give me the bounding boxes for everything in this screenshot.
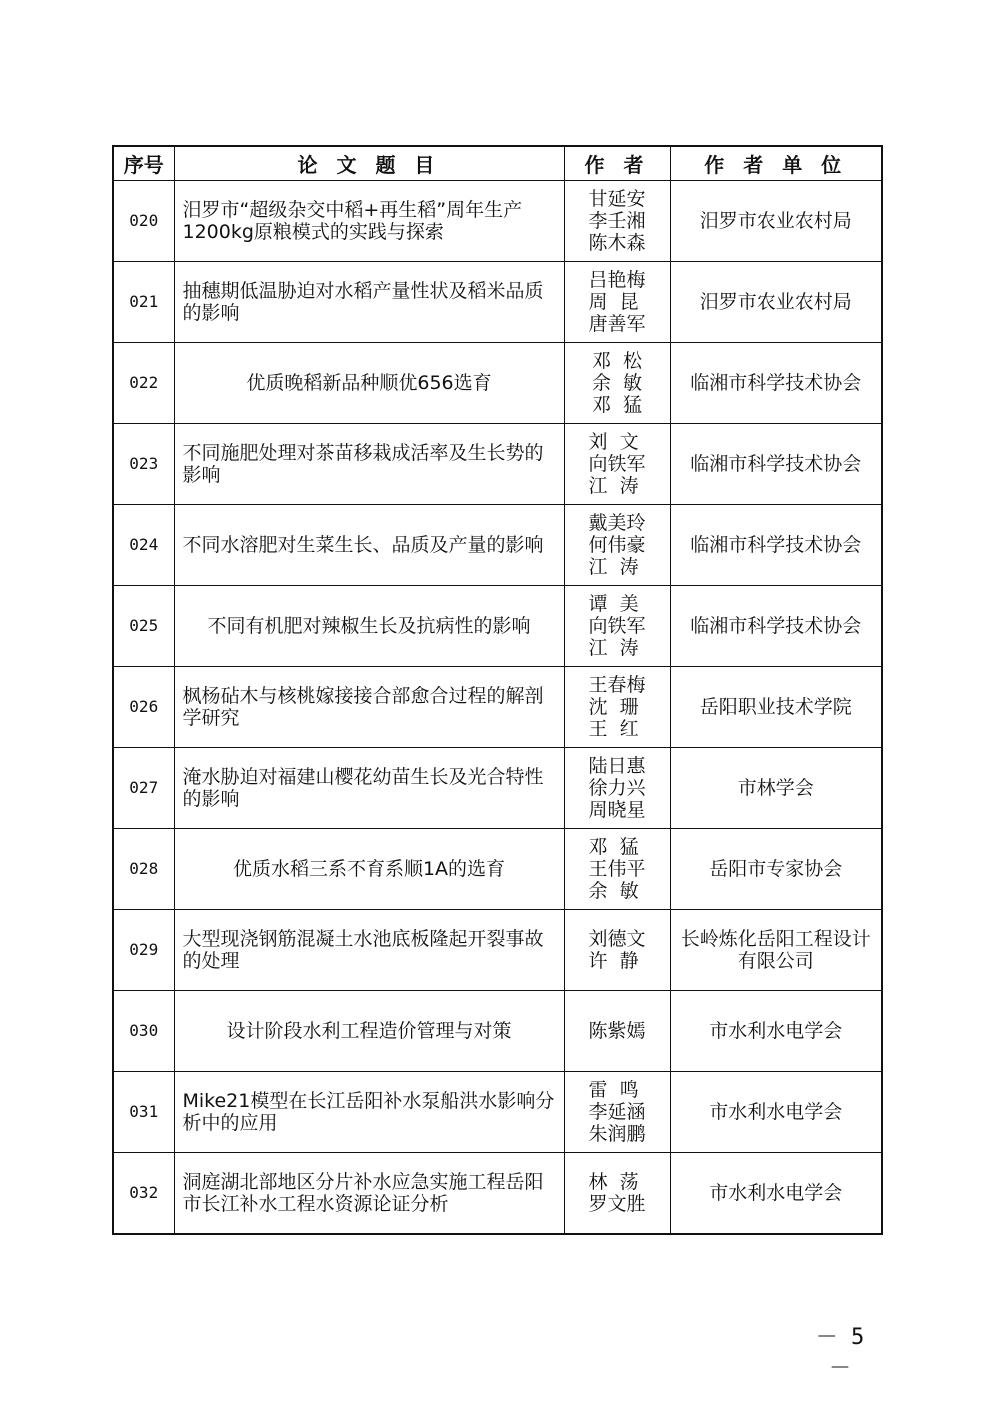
author-list: [588, 1079, 645, 1145]
author-name: 李壬湘: [588, 210, 646, 232]
author-name: 甘延安: [588, 188, 646, 210]
row-paper-title: 优质水稻三系不育系顺1A的选育: [174, 829, 564, 910]
author-unit-text: 临湘市科学技术协会: [690, 372, 862, 394]
row-author-unit: [670, 667, 882, 748]
row-authors: [564, 748, 670, 829]
row-authors: [564, 343, 670, 424]
author-name: 谭 美: [588, 593, 639, 615]
row-author-unit: [670, 424, 882, 505]
author-list: [588, 1171, 645, 1215]
author-unit-text: 市林学会: [737, 777, 814, 799]
author-list: [588, 188, 645, 254]
paper-list-table: [112, 145, 883, 1235]
author-name: 何伟豪: [588, 534, 646, 556]
author-list: [588, 512, 645, 578]
row-author-unit: [670, 748, 882, 829]
row-serial-number: 021: [113, 262, 174, 343]
author-name: 江 涛: [588, 637, 639, 659]
row-paper-title: 汨罗市“超级杂交中稻+再生稻”周年生产1200kg原粮模式的实践与探索: [174, 181, 564, 262]
table-row: [113, 181, 882, 262]
table-row: [113, 991, 882, 1072]
row-authors: [564, 424, 670, 505]
author-name: 李延涵: [588, 1101, 646, 1123]
author-name: 余 敏: [591, 372, 643, 394]
author-list: [588, 836, 645, 902]
author-unit-text: 岳阳职业技术学院: [699, 696, 852, 718]
author-name: 吕艳梅: [588, 269, 646, 291]
author-name: 向铁军: [588, 453, 646, 475]
author-name: 罗文胜: [588, 1193, 646, 1215]
row-serial-number: 022: [113, 343, 174, 424]
row-paper-title: 不同有机肥对辣椒生长及抗病性的影响: [174, 586, 564, 667]
table-body: [113, 181, 882, 1235]
author-unit-text: 市水利水电学会: [709, 1020, 843, 1042]
row-paper-title: 不同施肥处理对茶苗移栽成活率及生长势的影响: [174, 424, 564, 505]
row-authors: [564, 262, 670, 343]
author-name: 戴美玲: [588, 512, 646, 534]
row-author-unit: [670, 829, 882, 910]
author-unit-text: 市水利水电学会: [709, 1101, 843, 1123]
row-author-unit: [670, 910, 882, 991]
author-name: 沈 珊: [588, 696, 639, 718]
row-serial-number: 026: [113, 667, 174, 748]
row-author-unit: [670, 505, 882, 586]
table-row: [113, 748, 882, 829]
author-unit-text: 临湘市科学技术协会: [690, 615, 862, 637]
row-authors: [564, 910, 670, 991]
author-name: 林 荡: [588, 1171, 639, 1193]
row-paper-title: 设计阶段水利工程造价管理与对策: [174, 991, 564, 1072]
row-authors: [564, 991, 670, 1072]
row-serial-number: 023: [113, 424, 174, 505]
author-list: [588, 1020, 645, 1042]
author-list: [592, 350, 642, 416]
author-name: 许 静: [588, 950, 639, 972]
row-authors: [564, 667, 670, 748]
row-paper-title: Mike21模型在长江岳阳补水泵船洪水影响分析中的应用: [174, 1072, 564, 1153]
author-unit-text: 市水利水电学会: [709, 1182, 843, 1204]
row-paper-title: 淹水胁迫对福建山樱花幼苗生长及光合特性的影响: [174, 748, 564, 829]
row-paper-title: 不同水溶肥对生菜生长、品质及产量的影响: [174, 505, 564, 586]
header-authors: 作 者: [564, 146, 670, 181]
row-paper-title: 优质晚稻新品种顺优656选育: [174, 343, 564, 424]
author-name: 周晓星: [588, 799, 646, 821]
author-name: 王 红: [588, 718, 639, 740]
row-serial-number: 031: [113, 1072, 174, 1153]
author-name: 徐力兴: [588, 777, 646, 799]
author-name: 周 昆: [588, 291, 639, 313]
row-author-unit: [670, 181, 882, 262]
header-author-unit: 作 者 单 位: [670, 146, 882, 181]
table-row: [113, 262, 882, 343]
row-authors: [564, 1153, 670, 1235]
author-unit-text: 临湘市科学技术协会: [690, 453, 862, 475]
row-serial-number: 025: [113, 586, 174, 667]
row-serial-number: 029: [113, 910, 174, 991]
table-row: [113, 829, 882, 910]
author-list: [588, 755, 645, 821]
author-unit-text: 临湘市科学技术协会: [690, 534, 862, 556]
author-unit-text: 长岭炼化岳阳工程设计有限公司: [680, 928, 871, 972]
row-author-unit: [670, 1153, 882, 1235]
author-unit-text: 汨罗市农业农村局: [699, 210, 852, 232]
author-name: 陈紫嫣: [588, 1020, 646, 1042]
author-name: 雷 鸣: [588, 1079, 639, 1101]
row-authors: [564, 829, 670, 910]
author-name: 王伟平: [588, 858, 646, 880]
row-authors: [564, 505, 670, 586]
author-list: [588, 431, 645, 497]
author-name: 刘 文: [588, 431, 639, 453]
row-author-unit: [670, 1072, 882, 1153]
row-authors: [564, 586, 670, 667]
author-list: [588, 928, 645, 972]
row-paper-title: 洞庭湖北部地区分片补水应急实施工程岳阳市长江补水工程水资源论证分析: [174, 1153, 564, 1235]
author-name: 余 敏: [588, 880, 639, 902]
header-serial-number: 序号: [113, 146, 174, 181]
table-row: [113, 505, 882, 586]
table-row: [113, 667, 882, 748]
row-serial-number: 032: [113, 1153, 174, 1235]
table-row: [113, 1153, 882, 1235]
table-row: [113, 1072, 882, 1153]
table-row: [113, 343, 882, 424]
row-paper-title: 抽穗期低温胁迫对水稻产量性状及稻米品质的影响: [174, 262, 564, 343]
page-number: － 5 －: [815, 1325, 865, 1381]
author-name: 江 涛: [588, 475, 639, 497]
table-row: [113, 424, 882, 505]
row-author-unit: [670, 586, 882, 667]
author-unit-text: 岳阳市专家协会: [709, 858, 843, 880]
author-name: 江 涛: [588, 556, 639, 578]
row-serial-number: 030: [113, 991, 174, 1072]
author-name: 邓 猛: [588, 836, 639, 858]
author-list: [588, 674, 645, 740]
author-name: 陆日惠: [588, 755, 646, 777]
author-name: 陈木森: [588, 232, 646, 254]
row-author-unit: [670, 991, 882, 1072]
table-row: [113, 586, 882, 667]
row-paper-title: 枫杨砧木与核桃嫁接接合部愈合过程的解剖学研究: [174, 667, 564, 748]
author-name: 朱润鹏: [588, 1123, 646, 1145]
author-name: 邓 松: [591, 350, 643, 372]
author-name: 向铁军: [588, 615, 646, 637]
author-name: 刘德文: [588, 928, 646, 950]
table-header-row: [113, 146, 882, 181]
table-row: [113, 910, 882, 991]
row-author-unit: [670, 262, 882, 343]
author-name: 王春梅: [588, 674, 646, 696]
author-unit-text: 汨罗市农业农村局: [699, 291, 852, 313]
row-serial-number: 028: [113, 829, 174, 910]
row-authors: [564, 181, 670, 262]
row-serial-number: 027: [113, 748, 174, 829]
author-list: [588, 269, 645, 335]
header-paper-title: 论 文 题 目: [174, 146, 564, 181]
paper-list-table-container: [112, 145, 881, 1235]
row-serial-number: 024: [113, 505, 174, 586]
row-paper-title: 大型现浇钢筋混凝土水池底板隆起开裂事故的处理: [174, 910, 564, 991]
author-name: 邓 猛: [591, 394, 643, 416]
row-authors: [564, 1072, 670, 1153]
row-author-unit: [670, 343, 882, 424]
row-serial-number: 020: [113, 181, 174, 262]
author-name: 唐善军: [588, 313, 646, 335]
author-list: [588, 593, 645, 659]
